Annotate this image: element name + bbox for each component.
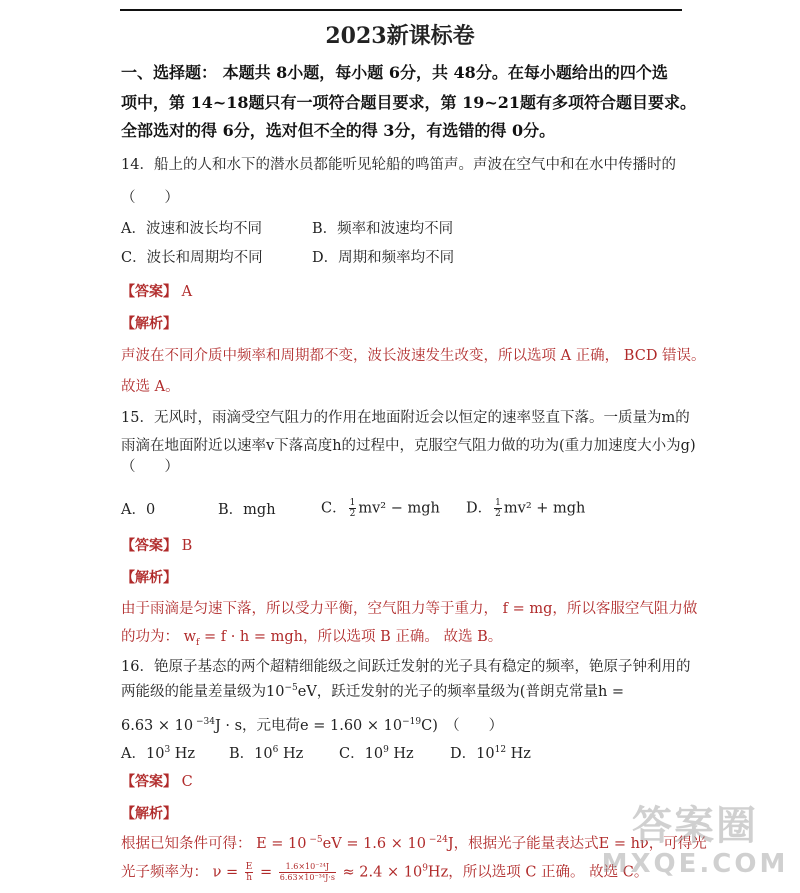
fraction-half: $\frac{1}{2}$ — [495, 498, 501, 519]
page-title: 2023新课标卷 — [325, 23, 475, 49]
watermark-site-text: MXQE.COM — [601, 849, 789, 879]
q15-analysis-line-1: 由于雨滴是匀速下落，所以受力平衡，空气阻力等于重力， f = mg，所以客服空气阻力做 — [121, 601, 698, 617]
q15-stem-line-1: 15．无风时，雨滴受空气阻力的作用在地面附近会以恒定的速率竖直下落。一质量为m的 — [121, 410, 690, 426]
option-value: mgh — [243, 502, 276, 518]
option-value: 0 — [145, 502, 156, 518]
q16-analysis-line-1: 根据已知条件可得： E = 10 $^{-5}$eV = 1.6 × 10 $^{-24}$J，根据光子能量表达式E = hν，可得光 — [121, 835, 707, 852]
q16-analysis-tag: 【解析】 — [121, 806, 177, 822]
option-label: C． — [321, 500, 347, 517]
q14-option-a: A．波速和波长均不同 — [121, 221, 262, 237]
option-value: mv² + mgh — [503, 500, 586, 517]
q14-paren: （ ） — [121, 190, 179, 206]
q15-option-a — [121, 500, 155, 520]
answer-value: C — [181, 774, 193, 790]
q15-option-b — [218, 500, 276, 520]
watermark — [600, 803, 790, 883]
q14-option-c: C．波长和周期均不同 — [121, 250, 263, 266]
q16-stem-line-1: 16．铯原子基态的两个超精细能级之间跃迁发射的光子具有稳定的频率，铯原子钟利用的 — [121, 659, 691, 675]
q16-analysis-line-2: 光子频率为： ν = $\frac{E}{h}$ = $\frac{\text{1.6×10⁻²⁴J}}{\text{6.63×10⁻³⁴J·s}}$ ≈ $2.4 \times 10^9Hz$，所以选项 C 正确。 故选 C。 — [121, 862, 649, 883]
answer-tag: 【答案】 — [121, 538, 177, 554]
q15-analysis-tag: 【解析】 — [121, 570, 177, 586]
q15-stem-line-2: 雨滴在地面附近以速率v下落高度h的过程中，克服空气阻力做的功为(重力加速度大小为g) — [121, 438, 696, 454]
fraction-e-over-h: $\frac{E}{h}$ — [245, 862, 253, 883]
q16-option-d: D．$10^{12}$ Hz — [450, 745, 531, 762]
option-label: B． — [218, 502, 244, 518]
q14-answer — [121, 282, 192, 302]
q14-analysis-line-2: 故选 A。 — [121, 379, 180, 395]
watermark-logo-text: 答案圈 — [632, 803, 758, 849]
answer-value: A — [181, 284, 193, 300]
option-value: mv² − mgh — [358, 500, 440, 517]
q16-stem-line-3: 6.63 × 10 $^{-34}$J · s，元电荷$e = 1.60 \times 10^{-19}C$) （ ） — [121, 717, 504, 734]
q14-option-b: B．频率和波速均不同 — [312, 221, 454, 237]
option-label: D． — [466, 500, 493, 517]
q16-stem-line-2: 两能级的能量差量级为$10^{-5}eV$，跃迁发射的光子的频率量级为(普朗克常量h = — [121, 683, 625, 700]
q15-paren: （ ） — [121, 459, 179, 475]
q15-option-c — [321, 498, 440, 519]
q14-analysis-tag: 【解析】 — [121, 316, 177, 332]
q16-option-b: B．$10^6$ Hz — [229, 745, 304, 762]
section-instruction-line-2: 项中，第 14~18题只有一项符合题目要求，第 19~21题有多项符合题目要求。 — [121, 93, 697, 112]
q15-answer — [121, 536, 192, 556]
fraction-values: $\frac{\text{1.6×10⁻²⁴J}}{\text{6.63×10⁻³⁴J·s}}$ — [279, 862, 335, 882]
q14-analysis-line-1: 声波在不同介质中频率和周期都不变，波长波速发生改变，所以选项 A 正确， BCD 错误。 — [121, 348, 706, 364]
section-instruction-line-1: 一、选择题： 本题共 8小题，每小题 6分，共 48分。在每小题给出的四个选 — [121, 63, 668, 82]
answer-value: B — [181, 538, 193, 554]
header-rule — [120, 9, 682, 11]
section-instruction-line-3: 全部选对的得 6分，选对但不全的得 3分，有选错的得 0分。 — [121, 121, 556, 140]
option-label: A． — [121, 502, 146, 518]
q15-analysis-line-2: 的功为： $w_f = f \cdot h$ = mgh，所以选项 B 正确。 故选 B。 — [121, 629, 503, 648]
q16-answer — [121, 772, 193, 792]
fraction-half: $\frac{1}{2}$ — [349, 498, 356, 519]
q14-option-d: D．周期和频率均不同 — [312, 250, 455, 266]
answer-tag: 【答案】 — [121, 774, 177, 790]
q15-option-d — [466, 498, 585, 519]
q16-option-c: C．$10^9$ Hz — [339, 745, 414, 762]
q16-option-a: A．$10^3$ Hz — [121, 745, 196, 762]
answer-tag: 【答案】 — [121, 284, 177, 300]
q14-stem: 14．船上的人和水下的潜水员都能听见轮船的鸣笛声。声波在空气中和在水中传播时的 — [121, 157, 676, 173]
